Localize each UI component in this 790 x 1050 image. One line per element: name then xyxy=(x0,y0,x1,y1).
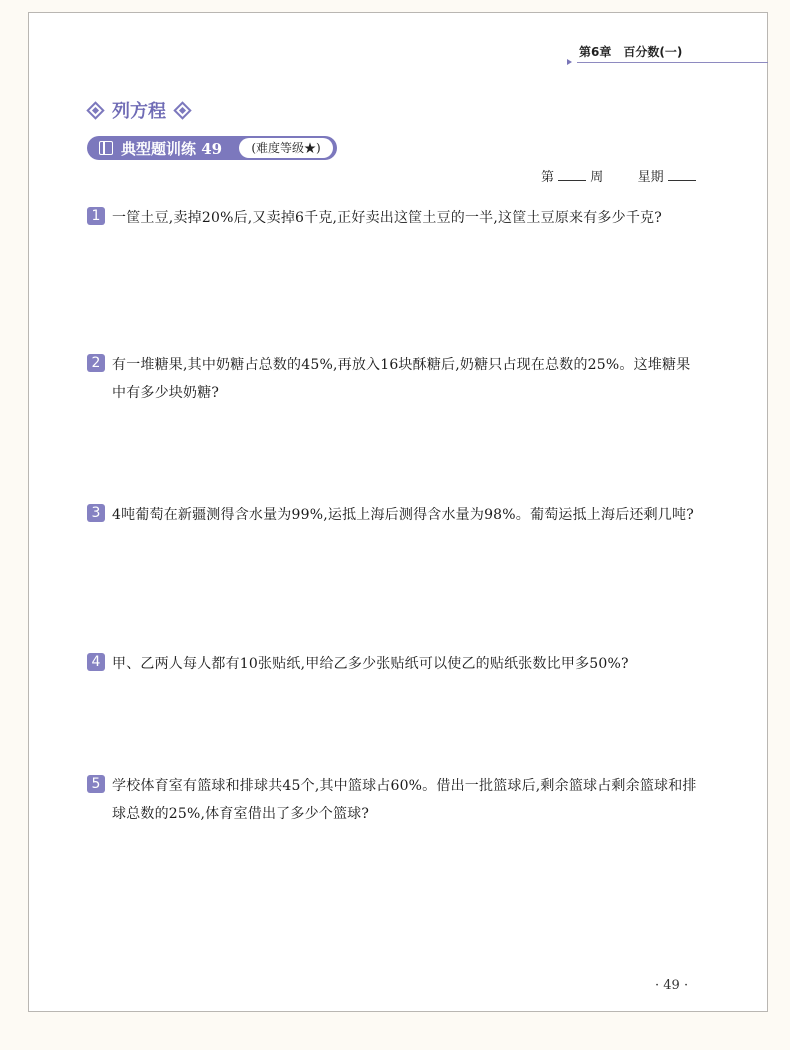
week-label: 周 xyxy=(590,170,604,185)
exercise-title: 典型题训练 49 xyxy=(121,139,223,158)
book-icon xyxy=(99,141,113,155)
question-3 xyxy=(87,501,697,529)
chapter-title: 百分数(一) xyxy=(623,45,683,59)
day-blank[interactable] xyxy=(668,168,696,181)
question-1 xyxy=(87,204,697,232)
chapter-marker-icon xyxy=(567,59,572,65)
question-text: 有一堆糖果,其中奶糖占总数的45%,再放入16块酥糖后,奶糖只占现在总数的25%。这堆糖果中有多少块奶糖? xyxy=(112,357,691,401)
chapter-header xyxy=(579,43,682,60)
section-title xyxy=(85,97,193,123)
question-number: 1 xyxy=(87,207,105,225)
question-4 xyxy=(87,650,697,678)
worksheet-page xyxy=(28,12,768,1012)
question-number: 5 xyxy=(87,775,105,793)
exercise-banner xyxy=(87,136,337,160)
day-label: 星期 xyxy=(637,170,664,185)
question-5 xyxy=(87,772,697,828)
date-line xyxy=(541,166,696,185)
chapter-number: 第6章 xyxy=(579,45,612,59)
question-2 xyxy=(87,351,697,407)
week-blank[interactable] xyxy=(558,168,586,181)
diamond-icon xyxy=(86,101,104,119)
question-text: 一筐土豆,卖掉20%后,又卖掉6千克,正好卖出这筐土豆的一半,这筐土豆原来有多少千克? xyxy=(112,210,662,226)
question-text: 4吨葡萄在新疆测得含水量为99%,运抵上海后测得含水量为98%。葡萄运抵上海后还剩几吨? xyxy=(112,507,694,523)
question-number: 3 xyxy=(87,504,105,522)
page-number: · 49 · xyxy=(655,978,689,993)
question-number: 2 xyxy=(87,354,105,372)
question-text: 甲、乙两人每人都有10张贴纸,甲给乙多少张贴纸可以使乙的贴纸张数比甲多50%? xyxy=(112,656,629,672)
question-number: 4 xyxy=(87,653,105,671)
chapter-divider xyxy=(577,62,768,63)
week-prefix: 第 xyxy=(541,170,555,185)
section-title-text: 列方程 xyxy=(112,101,166,122)
diamond-icon xyxy=(173,101,191,119)
difficulty-label: (难度等级★) xyxy=(239,138,333,158)
question-text: 学校体育室有篮球和排球共45个,其中篮球占60%。借出一批篮球后,剩余篮球占剩余篮球和排球总数的25%,体育室借出了多少个篮球? xyxy=(112,778,697,822)
